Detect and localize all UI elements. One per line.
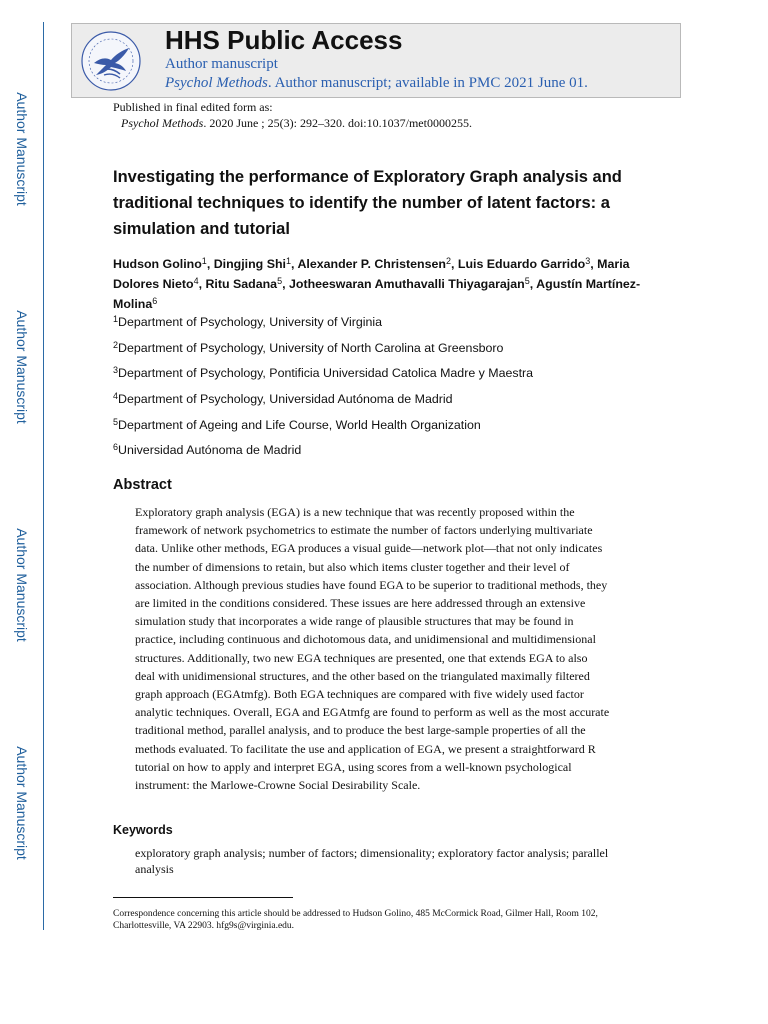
abstract-line: data. Unlike other methods, EGA produces a visual guide—network plot—that not only indicates <box>135 541 603 556</box>
author-manuscript-label: Author manuscript <box>165 56 278 72</box>
keywords-heading: Keywords <box>113 823 173 837</box>
keywords-line: exploratory graph analysis; number of factors; dimensionality; exploratory factor analysis; parallel <box>135 846 609 860</box>
abstract-line: practice, including continuous and dichotomous data, and unidimensional and multidimensional <box>135 632 596 647</box>
abstract-line: traditional method, parallel analysis, and to produce the best large-sample properties of all the <box>135 723 586 738</box>
author-name: Dingjing Shi <box>213 257 286 271</box>
affiliation: $^5$Department of Ageing and Life Course, World Health Organization <box>113 417 481 432</box>
affiliation: $^3$Department of Psychology, Pontificia Universidad Catolica Madre y Maestra <box>113 365 534 380</box>
abstract-line: the number of dimensions to retain, but also which items cluster together and their level of <box>135 559 570 574</box>
affiliation: $^6$Universidad Autónoma de Madrid <box>113 442 302 457</box>
side-label: Author Manuscript <box>14 746 31 860</box>
title-line: Investigating the performance of Exploratory Graph analysis and <box>113 168 622 186</box>
abstract-heading: Abstract <box>113 477 172 493</box>
abstract-line: deal with unidimensional structures, and the other based on the triangulated maximally filtered <box>135 668 590 683</box>
footnote-divider <box>113 897 293 898</box>
abstract-line: instrument: the Marlowe-Crowne Social Desirability Scale. <box>135 778 421 793</box>
affiliation: $^4$Department of Psychology, Universidad Autónoma de Madrid <box>113 391 453 406</box>
abstract-body <box>135 503 635 794</box>
citation-line: Psychol Methods. 2020 June ; 25(3): 292–320. doi:10.1037/met0000255. <box>121 116 472 130</box>
author-name: Ritu Sadana <box>205 277 278 291</box>
citation-journal: Psychol Methods <box>121 116 204 130</box>
margin-rule <box>43 22 44 930</box>
author-name: Maria Dolores Nieto <box>113 257 630 291</box>
keywords-body <box>135 845 608 877</box>
abstract-line: graph approach (EGAtmfg). Both EGA techniques are compared with five widely used factor <box>135 687 584 702</box>
title-line: traditional techniques to identify the number of latent factors: a <box>113 194 610 212</box>
abstract-line: tutorial on how to apply and interpret EGA, using scores from a well-known psychological <box>135 759 572 774</box>
side-label: Author Manuscript <box>14 310 31 424</box>
abstract-line: analytic techniques. Overall, EGA and EGAtmfg are found to perform as well as the most accurate <box>135 705 610 720</box>
author-name: Hudson Golino <box>113 257 202 271</box>
correspondence-footnote <box>113 908 598 932</box>
published-label: Published in final edited form as: <box>113 100 273 114</box>
article-title <box>113 164 673 242</box>
hhs-eagle-logo-icon <box>80 30 142 92</box>
title-line: simulation and tutorial <box>113 220 290 238</box>
abstract-line: association. Although previous studies have found EGA to be superior to traditional methods, they <box>135 577 608 592</box>
abstract-line: framework of network psychometrics to estimate the number of factors underlying multivariate <box>135 523 593 538</box>
hhs-header <box>71 23 681 98</box>
author-name: Alexander P. Christensen <box>297 257 446 271</box>
author-list: Hudson Golino$^1$, Dingjing Shi$^1$, Alexander P. Christensen$^2$, Luis Eduardo Garrido$^3$, Maria Dolores Nieto$^4$, Ritu Sadana$^5$, Jotheeswaran Amuthavalli Thiyagarajan$^5$, Agustín Martínez-Molina$^6$ <box>113 256 641 311</box>
affiliation: $^2$Department of Psychology, University of North Carolina at Greensboro <box>113 340 504 355</box>
abstract-line: structures. Additionally, two new EGA techniques are presented, one that extends EGA to also <box>135 650 588 665</box>
author-name: Luis Eduardo Garrido <box>457 257 586 271</box>
affiliation: $^1$Department of Psychology, University of Virginia <box>113 314 383 329</box>
author-manuscript-margin <box>0 0 46 1024</box>
hhs-title: HHS Public Access <box>165 25 403 55</box>
author-name: Jotheeswaran Amuthavalli Thiyagarajan <box>288 277 525 291</box>
side-label: Author Manuscript <box>14 528 31 642</box>
footnote-line: Charlottesville, VA 22903. hfg9s@virginia.edu. <box>113 921 295 931</box>
side-label: Author Manuscript <box>14 92 31 206</box>
author-name: Agustín Martínez-Molina <box>113 277 641 311</box>
abstract-line: methods evaluated. To facilitate the use and application of EGA, we present a straightforward R <box>135 741 596 756</box>
keywords-line: analysis <box>135 862 174 876</box>
abstract-line: are limited in the conditions considered. These issues are here addressed through an extensive <box>135 596 586 611</box>
availability-line: Psychol Methods. Author manuscript; available in PMC 2021 June 01. <box>165 75 588 91</box>
abstract-line: simulation study that incorporates a wide range of plausible structures that may be found in <box>135 614 574 629</box>
journal-name: Psychol Methods <box>165 75 268 91</box>
abstract-line: Exploratory graph analysis (EGA) is a new technique that was recently proposed within the <box>135 505 575 519</box>
footnote-line: Correspondence concerning this article should be addressed to Hudson Golino, 485 McCormick Road, Gilmer Hall, Room 102, <box>113 909 598 919</box>
